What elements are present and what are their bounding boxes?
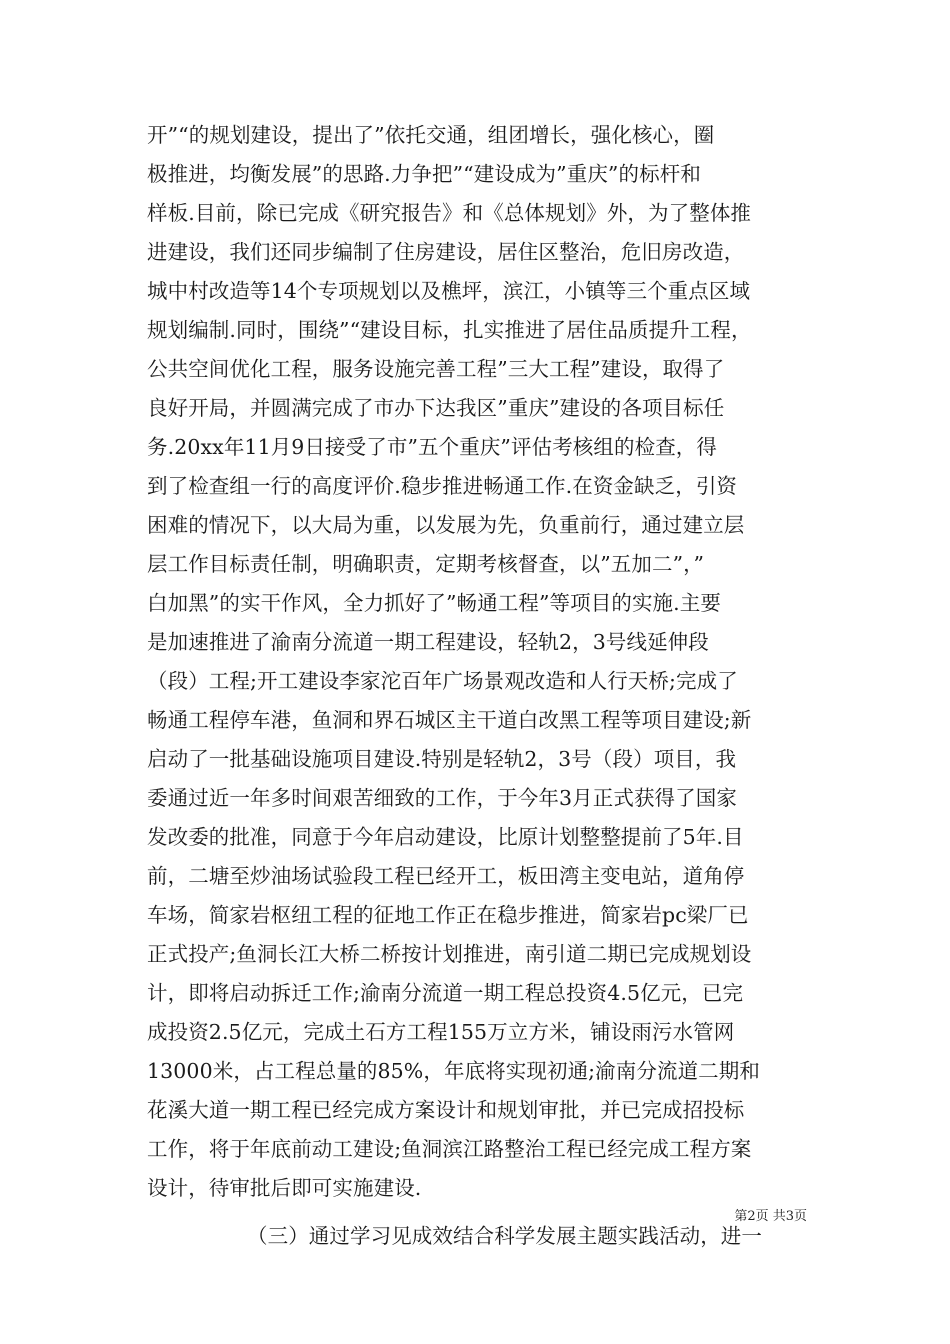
paragraph-line: 城中村改造等14个专项规划以及樵坪，滨江，小镇等三个重点区域: [147, 279, 751, 303]
paragraph-line: 设计，待审批后即可实施建设.: [147, 1176, 422, 1200]
paragraph-line: 工作，将于年底前动工建设;鱼洞滨江路整治工程已经完成工程方案: [147, 1137, 752, 1161]
page-footer: [0, 1208, 807, 1226]
paragraph-line: 前，二塘至炒油场试验段工程已经开工，板田湾主变电站，道角停: [147, 864, 745, 888]
page-indicator: 第2页 共3页: [734, 1209, 807, 1224]
paragraph-line: 开”“的规划建设，提出了”依托交通，组团增长，强化核心，圈: [147, 123, 715, 147]
paragraph-line: 启动了一批基础设施项目建设.特别是轻轨2，3号（段）项目，我: [147, 747, 737, 771]
paragraph-line: 困难的情况下，以大局为重，以发展为先，负重前行，通过建立层: [147, 513, 745, 537]
paragraph-line: 车场，简家岩枢纽工程的征地工作正在稳步推进，简家岩pc梁厂已: [147, 903, 749, 927]
paragraph-line: 计，即将启动拆迁工作;渝南分流道一期工程总投资4.5亿元，已完: [147, 981, 744, 1005]
paragraph-line: （段）工程;开工建设李家沱百年广场景观改造和人行天桥;完成了: [147, 669, 738, 693]
paragraph-line: 13000米，占工程总量的85%，年底将实现初通;渝南分流道二期和: [147, 1059, 760, 1083]
paragraph-line: 到了检查组一行的高度评价.稳步推进畅通工作.在资金缺乏，引资: [147, 474, 738, 498]
paragraph-line: 层工作目标责任制，明确职责，定期考核督查，以”五加二”，”: [147, 552, 705, 576]
paragraph-line: 公共空间优化工程，服务设施完善工程”三大工程”建设，取得了: [147, 357, 725, 381]
paragraph-line: 良好开局，并圆满完成了市办下达我区”重庆”建设的各项目标任: [147, 396, 725, 420]
paragraph-line: 进建设，我们还同步编制了住房建设，居住区整治，危旧房改造，: [147, 240, 745, 264]
paragraph-line: 花溪大道一期工程已经完成方案设计和规划审批，并已完成招投标: [147, 1098, 745, 1122]
paragraph-line: 成投资2.5亿元，完成土石方工程155万立方米，铺设雨污水管网: [147, 1020, 735, 1044]
paragraph-line: 委通过近一年多时间艰苦细致的工作，于今年3月正式获得了国家: [147, 786, 737, 810]
paragraph-line: 是加速推进了渝南分流道一期工程建设，轻轨2，3号线延伸段: [147, 630, 709, 654]
paragraph-line: 白加黑”的实干作风，全力抓好了”畅通工程”等项目的实施.主要: [147, 591, 721, 615]
paragraph-line: 务.20xx年11月9日接受了市”五个重庆”评估考核组的检查，得: [147, 435, 718, 459]
paragraph-line: 样板.目前，除已完成《研究报告》和《总体规划》外，为了整体推: [147, 201, 752, 225]
paragraph-line: 规划编制.同时，围绕”“建设目标，扎实推进了居住品质提升工程，: [147, 318, 752, 342]
paragraph-line: 发改委的批准，同意于今年启动建设，比原计划整整提前了5年.目: [147, 825, 744, 849]
paragraph-line: 极推进，均衡发展”的思路.力争把”“建设成为”重庆”的标杆和: [147, 162, 701, 186]
paragraph-line: 正式投产;鱼洞长江大桥二桥按计划推进，南引道二期已完成规划设: [147, 942, 752, 966]
body-text: [147, 116, 807, 1256]
paragraph-line: 畅通工程停车港，鱼洞和界石城区主干道白改黑工程等项目建设;新: [147, 708, 752, 732]
section-heading: （三）通过学习见成效结合科学发展主题实践活动，进一: [247, 1224, 762, 1248]
